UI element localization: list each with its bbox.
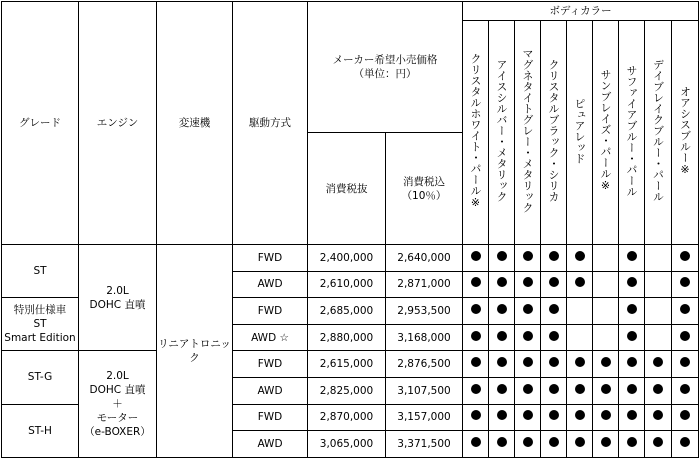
available-dot-icon xyxy=(575,384,585,394)
price-tax-excluded: 2,400,000 xyxy=(308,245,386,272)
engine-line: DOHC 直噴 xyxy=(89,298,146,311)
available-dot-icon xyxy=(680,384,690,394)
grade-line: Smart Edition xyxy=(4,332,76,345)
grade-line: ST xyxy=(33,265,47,278)
availability-cell xyxy=(463,404,489,431)
available-dot-icon xyxy=(549,437,559,447)
available-dot-icon xyxy=(680,304,690,314)
availability-cell xyxy=(672,245,699,272)
engine-cell xyxy=(79,351,157,457)
available-dot-icon xyxy=(549,304,559,314)
availability-cell xyxy=(515,351,541,378)
color-label: クリスタルブラック・シリカ xyxy=(547,59,561,202)
grade-cell xyxy=(2,298,79,351)
available-dot-icon xyxy=(471,410,481,420)
available-dot-icon xyxy=(575,277,585,287)
available-dot-icon xyxy=(497,410,507,420)
available-dot-icon xyxy=(523,277,533,287)
available-dot-icon xyxy=(471,357,481,367)
drive-cell: AWD xyxy=(233,377,308,404)
color-header-8 xyxy=(645,21,672,245)
availability-cell xyxy=(645,245,672,272)
grade-line: ST xyxy=(33,318,47,331)
availability-cell xyxy=(515,271,541,298)
grade-cell xyxy=(2,245,79,298)
color-header-7 xyxy=(619,21,645,245)
availability-cell xyxy=(645,271,672,298)
available-dot-icon xyxy=(471,437,481,447)
availability-cell xyxy=(515,324,541,351)
available-dot-icon xyxy=(627,304,637,314)
drive-cell: FWD xyxy=(233,298,308,325)
available-dot-icon xyxy=(601,437,611,447)
availability-cell xyxy=(567,298,593,325)
availability-cell xyxy=(593,298,619,325)
header-price-line2: （単位：円） xyxy=(353,68,417,80)
available-dot-icon xyxy=(680,437,690,447)
available-dot-icon xyxy=(653,437,663,447)
availability-cell xyxy=(672,271,699,298)
grade-line: ST-H xyxy=(28,424,52,437)
available-dot-icon xyxy=(471,304,481,314)
availability-cell xyxy=(463,377,489,404)
availability-cell xyxy=(489,298,515,325)
available-dot-icon xyxy=(680,331,690,341)
availability-cell xyxy=(593,271,619,298)
availability-cell xyxy=(463,431,489,458)
header-price-line1: メーカー希望小売価格 xyxy=(332,54,438,66)
availability-cell xyxy=(463,351,489,378)
available-dot-icon xyxy=(549,251,559,261)
availability-cell xyxy=(593,431,619,458)
price-tax-included: 3,168,000 xyxy=(386,324,463,351)
availability-cell xyxy=(672,431,699,458)
availability-cell xyxy=(567,271,593,298)
available-dot-icon xyxy=(497,251,507,261)
availability-cell xyxy=(489,351,515,378)
grade-line: ST-G xyxy=(27,371,53,384)
available-dot-icon xyxy=(523,331,533,341)
available-dot-icon xyxy=(523,357,533,367)
availability-cell xyxy=(489,245,515,272)
availability-cell xyxy=(672,404,699,431)
color-label: マグネタイトグレー・メタリック xyxy=(521,48,535,213)
price-tax-included: 2,953,500 xyxy=(386,298,463,325)
color-label: デイブレイクブルー・パール xyxy=(651,59,665,202)
price-tax-included: 2,640,000 xyxy=(386,245,463,272)
availability-cell xyxy=(593,404,619,431)
engine-line: DOHC 直噴 xyxy=(89,384,146,397)
available-dot-icon xyxy=(575,357,585,367)
available-dot-icon xyxy=(575,410,585,420)
availability-cell xyxy=(645,431,672,458)
availability-cell xyxy=(619,351,645,378)
available-dot-icon xyxy=(680,251,690,261)
available-dot-icon xyxy=(627,277,637,287)
available-dot-icon xyxy=(523,384,533,394)
availability-cell xyxy=(489,271,515,298)
price-tax-included: 3,157,000 xyxy=(386,404,463,431)
availability-cell xyxy=(567,245,593,272)
price-tax-excluded: 2,825,000 xyxy=(308,377,386,404)
availability-cell xyxy=(541,324,567,351)
available-dot-icon xyxy=(549,331,559,341)
table-row xyxy=(2,245,699,272)
price-tax-included: 3,371,500 xyxy=(386,431,463,458)
price-tax-excluded: 2,870,000 xyxy=(308,404,386,431)
available-dot-icon xyxy=(497,277,507,287)
availability-cell xyxy=(567,404,593,431)
color-header-5 xyxy=(567,21,593,245)
engine-line: （e-BOXER） xyxy=(84,426,151,439)
header-engine: エンジン xyxy=(79,2,157,245)
available-dot-icon xyxy=(653,384,663,394)
available-dot-icon xyxy=(627,437,637,447)
drive-cell: AWD xyxy=(233,431,308,458)
engine-cell xyxy=(79,245,157,351)
header-tax-included xyxy=(386,133,463,245)
available-dot-icon xyxy=(627,384,637,394)
availability-cell xyxy=(645,377,672,404)
availability-cell xyxy=(593,351,619,378)
available-dot-icon xyxy=(471,384,481,394)
color-header-9 xyxy=(672,21,699,245)
availability-cell xyxy=(645,324,672,351)
availability-cell xyxy=(541,404,567,431)
availability-cell xyxy=(489,404,515,431)
available-dot-icon xyxy=(627,331,637,341)
price-tax-excluded: 2,685,000 xyxy=(308,298,386,325)
color-header-2 xyxy=(489,21,515,245)
available-dot-icon xyxy=(653,357,663,367)
available-dot-icon xyxy=(497,384,507,394)
availability-cell xyxy=(619,377,645,404)
drive-cell: FWD xyxy=(233,245,308,272)
availability-cell xyxy=(463,324,489,351)
drive-cell: FWD xyxy=(233,351,308,378)
grade-cell xyxy=(2,351,79,404)
availability-cell xyxy=(645,351,672,378)
engine-line: モーター xyxy=(96,412,139,425)
engine-line: ＋ xyxy=(112,398,123,411)
available-dot-icon xyxy=(523,410,533,420)
color-label: オアシスブルー※ xyxy=(678,85,692,176)
color-label: アイスシルバー・メタリック xyxy=(495,59,509,202)
header-price xyxy=(308,2,463,133)
price-tax-excluded: 2,610,000 xyxy=(308,271,386,298)
available-dot-icon xyxy=(549,357,559,367)
availability-cell xyxy=(567,431,593,458)
available-dot-icon xyxy=(471,251,481,261)
availability-cell xyxy=(515,404,541,431)
availability-cell xyxy=(567,377,593,404)
availability-cell xyxy=(515,431,541,458)
header-drive: 駆動方式 xyxy=(233,2,308,245)
availability-cell xyxy=(593,245,619,272)
color-label: ピュアレッド xyxy=(573,97,587,164)
available-dot-icon xyxy=(575,251,585,261)
available-dot-icon xyxy=(471,331,481,341)
availability-cell xyxy=(593,377,619,404)
price-tax-excluded: 2,880,000 xyxy=(308,324,386,351)
available-dot-icon xyxy=(497,304,507,314)
availability-cell xyxy=(515,298,541,325)
available-dot-icon xyxy=(549,277,559,287)
available-dot-icon xyxy=(497,357,507,367)
available-dot-icon xyxy=(523,251,533,261)
available-dot-icon xyxy=(523,304,533,314)
transmission-cell: リニアトロニック xyxy=(157,245,233,458)
availability-cell xyxy=(619,298,645,325)
availability-cell xyxy=(541,431,567,458)
available-dot-icon xyxy=(471,277,481,287)
color-label: サファイアブルー・パール xyxy=(625,64,639,197)
header-transmission: 変速機 xyxy=(157,2,233,245)
available-dot-icon xyxy=(601,410,611,420)
engine-line: 2.0L xyxy=(106,370,129,383)
color-header-1 xyxy=(463,21,489,245)
drive-cell: AWD ☆ xyxy=(233,324,308,351)
availability-cell xyxy=(489,377,515,404)
availability-cell xyxy=(463,271,489,298)
drive-cell: AWD xyxy=(233,271,308,298)
availability-cell xyxy=(672,377,699,404)
available-dot-icon xyxy=(601,384,611,394)
availability-cell xyxy=(672,298,699,325)
availability-cell xyxy=(515,245,541,272)
availability-cell xyxy=(619,245,645,272)
availability-cell xyxy=(489,324,515,351)
color-label: クリスタルホワイト・パール※ xyxy=(469,52,483,209)
available-dot-icon xyxy=(575,437,585,447)
color-header-4 xyxy=(541,21,567,245)
availability-cell xyxy=(515,377,541,404)
available-dot-icon xyxy=(601,357,611,367)
availability-cell xyxy=(489,431,515,458)
table-row xyxy=(2,351,699,378)
color-header-6 xyxy=(593,21,619,245)
grade-line: 特別仕様車 xyxy=(13,304,67,317)
availability-cell xyxy=(619,324,645,351)
drive-cell: FWD xyxy=(233,404,308,431)
availability-cell xyxy=(567,351,593,378)
header-body-color: ボディカラー xyxy=(463,2,699,21)
availability-cell xyxy=(463,298,489,325)
price-tax-excluded: 2,615,000 xyxy=(308,351,386,378)
available-dot-icon xyxy=(627,251,637,261)
availability-cell xyxy=(541,298,567,325)
available-dot-icon xyxy=(653,410,663,420)
header-tax-included-line2: （10％） xyxy=(401,189,447,202)
price-tax-included: 2,871,000 xyxy=(386,271,463,298)
color-header-3 xyxy=(515,21,541,245)
available-dot-icon xyxy=(627,410,637,420)
color-label: サンブレイズ・パール※ xyxy=(599,69,613,192)
available-dot-icon xyxy=(549,384,559,394)
available-dot-icon xyxy=(680,357,690,367)
availability-cell xyxy=(619,404,645,431)
available-dot-icon xyxy=(627,357,637,367)
availability-cell xyxy=(645,404,672,431)
header-tax-included-line1: 消費税込 xyxy=(403,175,445,188)
header-grade: グレード xyxy=(2,2,79,245)
grade-cell xyxy=(2,404,79,457)
availability-cell xyxy=(619,431,645,458)
availability-cell xyxy=(619,271,645,298)
available-dot-icon xyxy=(680,277,690,287)
table-body xyxy=(2,245,699,458)
availability-cell xyxy=(672,324,699,351)
engine-line: 2.0L xyxy=(106,284,129,297)
availability-cell xyxy=(645,298,672,325)
availability-cell xyxy=(541,271,567,298)
available-dot-icon xyxy=(523,437,533,447)
available-dot-icon xyxy=(497,331,507,341)
available-dot-icon xyxy=(680,410,690,420)
availability-cell xyxy=(593,324,619,351)
header-tax-excluded: 消費税抜 xyxy=(308,133,386,245)
price-tax-excluded: 3,065,000 xyxy=(308,431,386,458)
availability-cell xyxy=(672,351,699,378)
availability-cell xyxy=(463,245,489,272)
price-table xyxy=(1,1,699,458)
availability-cell xyxy=(567,324,593,351)
availability-cell xyxy=(541,377,567,404)
availability-cell xyxy=(541,351,567,378)
available-dot-icon xyxy=(549,410,559,420)
availability-cell xyxy=(541,245,567,272)
price-tax-included: 3,107,500 xyxy=(386,377,463,404)
price-tax-included: 2,876,500 xyxy=(386,351,463,378)
available-dot-icon xyxy=(497,437,507,447)
